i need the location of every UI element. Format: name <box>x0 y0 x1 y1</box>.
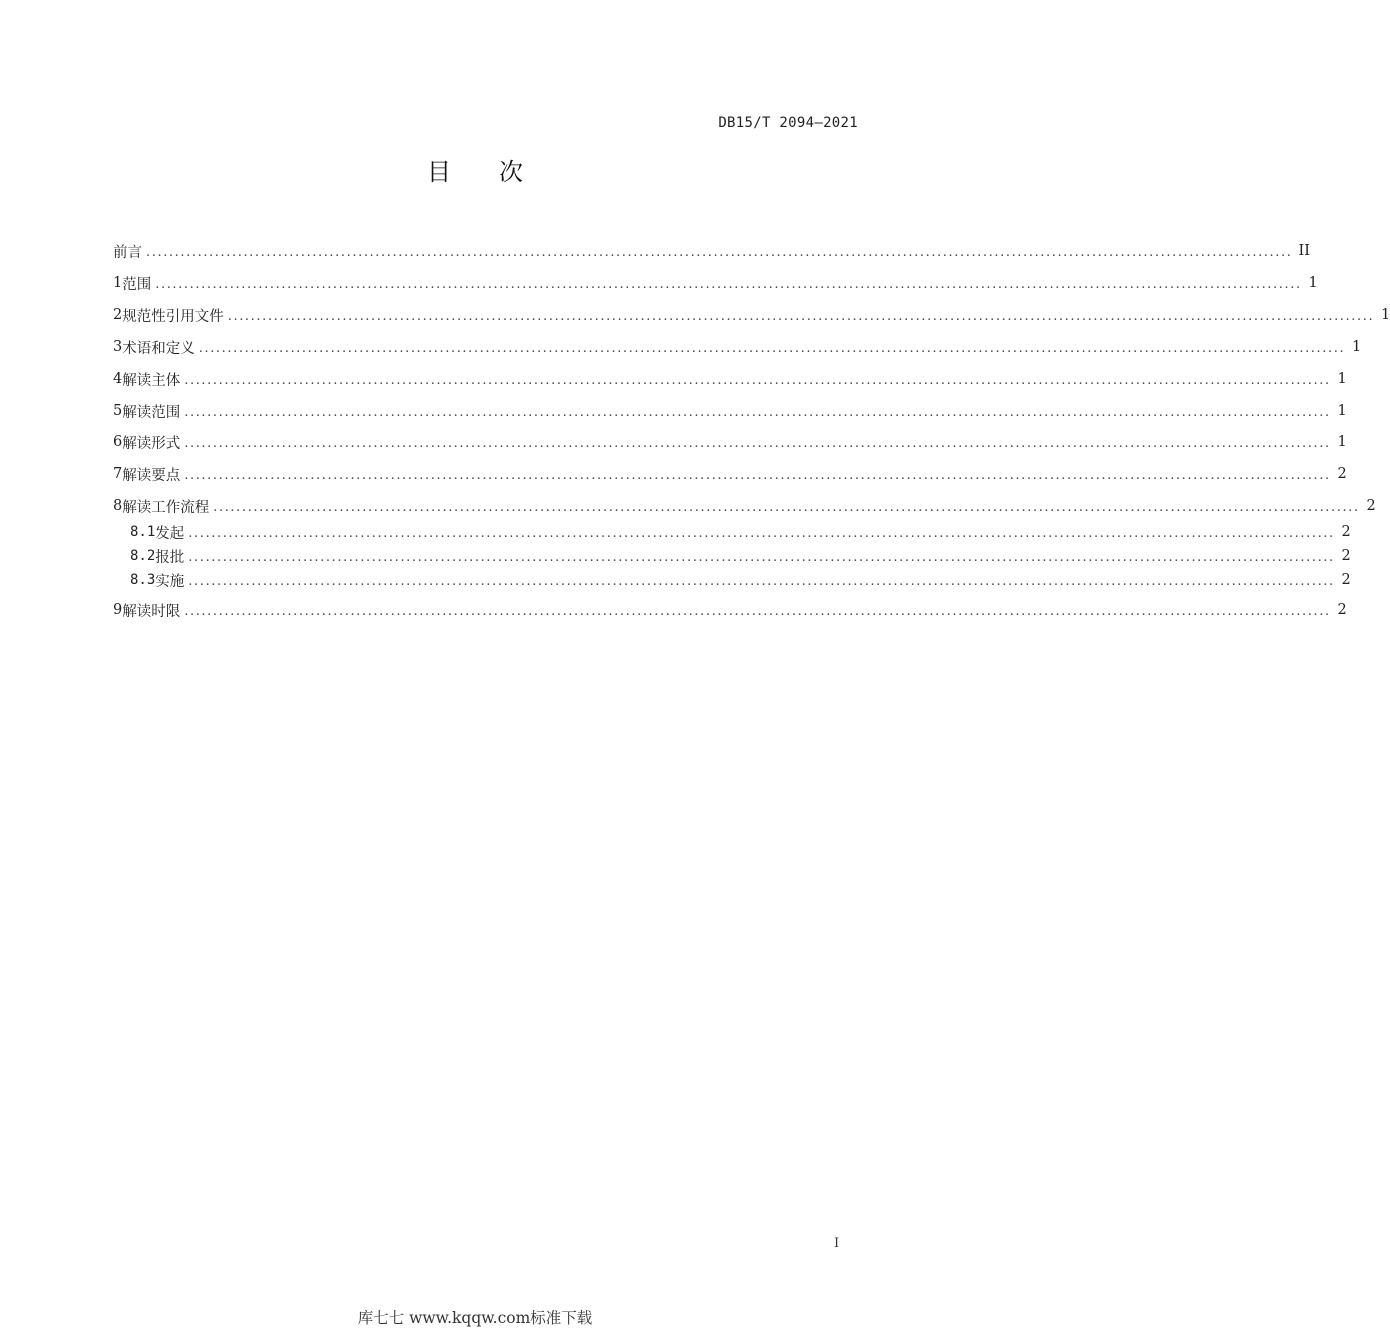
toc-entry-3[interactable] <box>113 336 1362 358</box>
toc-leader-dots: ........................................................................................................................................................................................................ <box>184 467 1331 483</box>
toc-entry-page: 1 <box>1337 403 1347 419</box>
toc-entry-label: 报批 <box>155 549 185 566</box>
toc-entry-page: 1 <box>1351 339 1362 355</box>
toc-entry-7[interactable] <box>113 463 1347 485</box>
toc-entry-number: 1 <box>113 275 123 291</box>
toc-entry-label: 实施 <box>155 573 185 590</box>
toc-entry-number: 8.1 <box>130 524 156 540</box>
toc-leader-dots: ........................................................................................................................................................................................................ <box>188 549 1335 565</box>
toc-entry-label: 解读主体 <box>122 372 181 389</box>
toc-entry-number: 3 <box>113 339 123 355</box>
toc-leader-dots: ........................................................................................................................................................................................................ <box>155 276 1302 292</box>
toc-entry-number: 6 <box>113 434 123 450</box>
toc-entry-number: 2 <box>113 307 123 323</box>
toc-entry-number: 4 <box>113 371 123 387</box>
document-code: DB15/T 2094—2021 <box>718 115 858 131</box>
page-number: I <box>834 1236 840 1251</box>
toc-leader-dots: ........................................................................................................................................................................................................ <box>188 573 1335 589</box>
toc-entry-6[interactable] <box>113 431 1347 453</box>
toc-entry-label: 规范性引用文件 <box>122 308 224 325</box>
toc-entry-label: 解读范围 <box>122 404 181 421</box>
toc-title <box>0 152 950 187</box>
toc-entry-1[interactable] <box>113 272 1318 294</box>
toc-entry-label: 前言 <box>113 244 142 261</box>
toc-entry-label: 范围 <box>122 276 152 293</box>
toc-title-char-2: 次 <box>499 158 523 186</box>
toc-entry-page: 1 <box>1337 371 1347 387</box>
toc-entry-page: 2 <box>1337 466 1347 482</box>
footer-watermark: 库七七 www.kqqw.com标准下载 <box>357 1309 593 1327</box>
toc-title-char-1: 目 <box>427 158 451 186</box>
toc-leader-dots: ........................................................................................................................................................................................................ <box>184 435 1331 451</box>
toc-leader-dots: ........................................................................................................................................................................................................ <box>184 404 1331 420</box>
toc-entry-number: 9 <box>113 602 123 618</box>
toc-leader-dots: ........................................................................................................................................................................................................ <box>184 603 1331 619</box>
toc-entry-number: 5 <box>113 403 123 419</box>
toc-entry-4[interactable] <box>113 368 1347 390</box>
toc-entry-8-2[interactable] <box>130 545 1351 567</box>
toc-entry-8-1[interactable] <box>130 521 1351 543</box>
toc-entry-5[interactable] <box>113 400 1347 422</box>
toc-entry-2[interactable] <box>113 304 1390 326</box>
toc-entry-8[interactable] <box>113 495 1376 517</box>
toc-leader-dots: ........................................................................................................................................................................................................ <box>227 308 1375 324</box>
toc-entry-page: 2 <box>1337 602 1347 618</box>
toc-entry-number: 7 <box>113 466 123 482</box>
toc-entry-foreword[interactable] <box>113 240 1310 262</box>
toc-entry-label: 解读要点 <box>122 467 181 484</box>
toc-entry-page: 2 <box>1341 524 1351 540</box>
toc-entry-9[interactable] <box>113 599 1347 621</box>
toc-entry-page: 1 <box>1337 434 1347 450</box>
toc-leader-dots: ........................................................................................................................................................................................................ <box>213 499 1360 515</box>
toc-entry-8-3[interactable] <box>130 569 1351 591</box>
toc-entry-number: 8.3 <box>130 572 156 588</box>
toc-entry-page: 2 <box>1341 548 1351 564</box>
toc-entry-page: 1 <box>1380 307 1390 323</box>
toc-entry-page: 2 <box>1341 572 1351 588</box>
toc-entry-number: 8 <box>113 498 123 514</box>
toc-entry-label: 解读时限 <box>122 603 181 620</box>
toc-entry-label: 解读形式 <box>122 435 181 452</box>
toc-leader-dots: ........................................................................................................................................................................................................ <box>198 340 1346 356</box>
toc-leader-dots: ........................................................................................................................................................................................................ <box>184 372 1331 388</box>
toc-leader-dots: ........................................................................................................................................................................................................ <box>188 525 1335 541</box>
toc-entry-page: 2 <box>1366 498 1376 514</box>
toc-entry-label: 发起 <box>155 525 185 542</box>
toc-entry-page: II <box>1298 243 1310 259</box>
toc-leader-dots: ........................................................................................................................................................................................................ <box>146 244 1293 260</box>
toc-entry-page: 1 <box>1308 275 1318 291</box>
toc-entry-number: 8.2 <box>130 548 156 564</box>
toc-entry-label: 术语和定义 <box>122 340 195 357</box>
toc-entry-label: 解读工作流程 <box>122 499 210 516</box>
